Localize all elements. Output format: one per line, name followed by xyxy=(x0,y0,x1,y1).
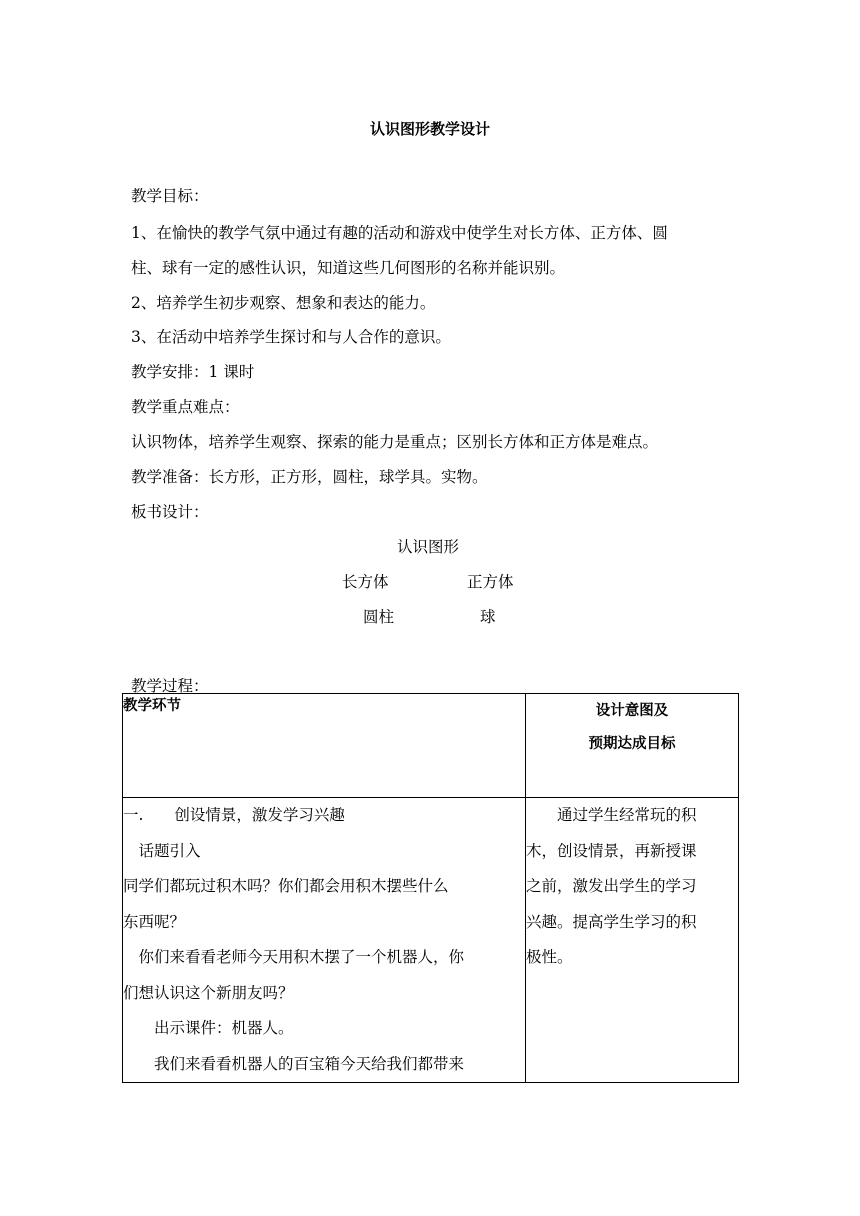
header-right-line-2: 预期达成目标 xyxy=(588,735,676,752)
process-label: 教学过程： xyxy=(131,677,209,695)
left-line: 东西呢？ xyxy=(123,912,186,931)
objective-2: 2、培养学生初步观察、想象和表达的能力。 xyxy=(131,294,436,312)
left-line: 你们来看看老师今天用积木摆了一个机器人，你 xyxy=(123,948,465,966)
header-teaching-stage xyxy=(123,694,526,798)
right-line: 之前，激发出学生的学习 xyxy=(526,877,697,895)
stage-content-cell xyxy=(123,798,526,1083)
left-line: 们想认识这个新朋友吗？ xyxy=(123,983,294,1002)
left-line: 同学们都玩过积木吗？你们都会用积木摆些什么 xyxy=(123,877,449,895)
left-line: 出示课件：机器人。 xyxy=(123,1019,294,1037)
left-line: 话题引入 xyxy=(123,841,201,860)
left-line: 我们来看看机器人的百宝箱今天给我们都带来 xyxy=(123,1054,465,1073)
board-label: 板书设计： xyxy=(131,503,209,521)
right-line: 通过学生经常玩的积 xyxy=(526,806,697,824)
objective-3: 3、在活动中培养学生探讨和与人合作的意识。 xyxy=(131,328,451,346)
arrangement: 教学安排：1 课时 xyxy=(131,363,255,381)
board-item-cube: 正方体 xyxy=(467,573,514,591)
header-left-label: 教学环节 xyxy=(123,697,181,714)
right-line: 兴趣。提高学生学习的积 xyxy=(526,912,697,931)
table-row xyxy=(123,798,739,1083)
objective-1-line-1: 1、在愉快的教学气氛中通过有趣的活动和游戏中使学生对长方体、正方体、圆 xyxy=(131,224,668,242)
header-right-line-1: 设计意图及 xyxy=(595,702,669,719)
objective-1-line-2: 柱、球有一定的感性认识，知道这些几何图形的名称并能识别。 xyxy=(131,259,566,277)
key-points-label: 教学重点难点： xyxy=(131,398,240,416)
objectives-label: 教学目标： xyxy=(131,187,209,205)
board-title: 认识图形 xyxy=(397,538,460,556)
document-title: 认识图形教学设计 xyxy=(369,120,490,138)
board-item-cuboid: 长方体 xyxy=(342,573,389,591)
right-line: 极性。 xyxy=(526,948,573,966)
key-points: 认识物体，培养学生观察、探索的能力是重点；区别长方体和正方体是难点。 xyxy=(131,433,659,451)
board-item-sphere: 球 xyxy=(480,608,496,626)
preparation: 教学准备：长方形，正方形，圆柱，球学具。实物。 xyxy=(131,468,488,486)
header-design-intent xyxy=(526,694,739,798)
left-line: 一. 创设情景，激发学习兴趣 xyxy=(123,806,345,824)
table-header-row xyxy=(123,694,739,798)
intent-content-cell xyxy=(526,798,739,1083)
right-line: 木，创设情景，再新授课 xyxy=(526,841,697,860)
board-item-cylinder: 圆柱 xyxy=(363,608,395,626)
process-table xyxy=(122,693,739,1083)
